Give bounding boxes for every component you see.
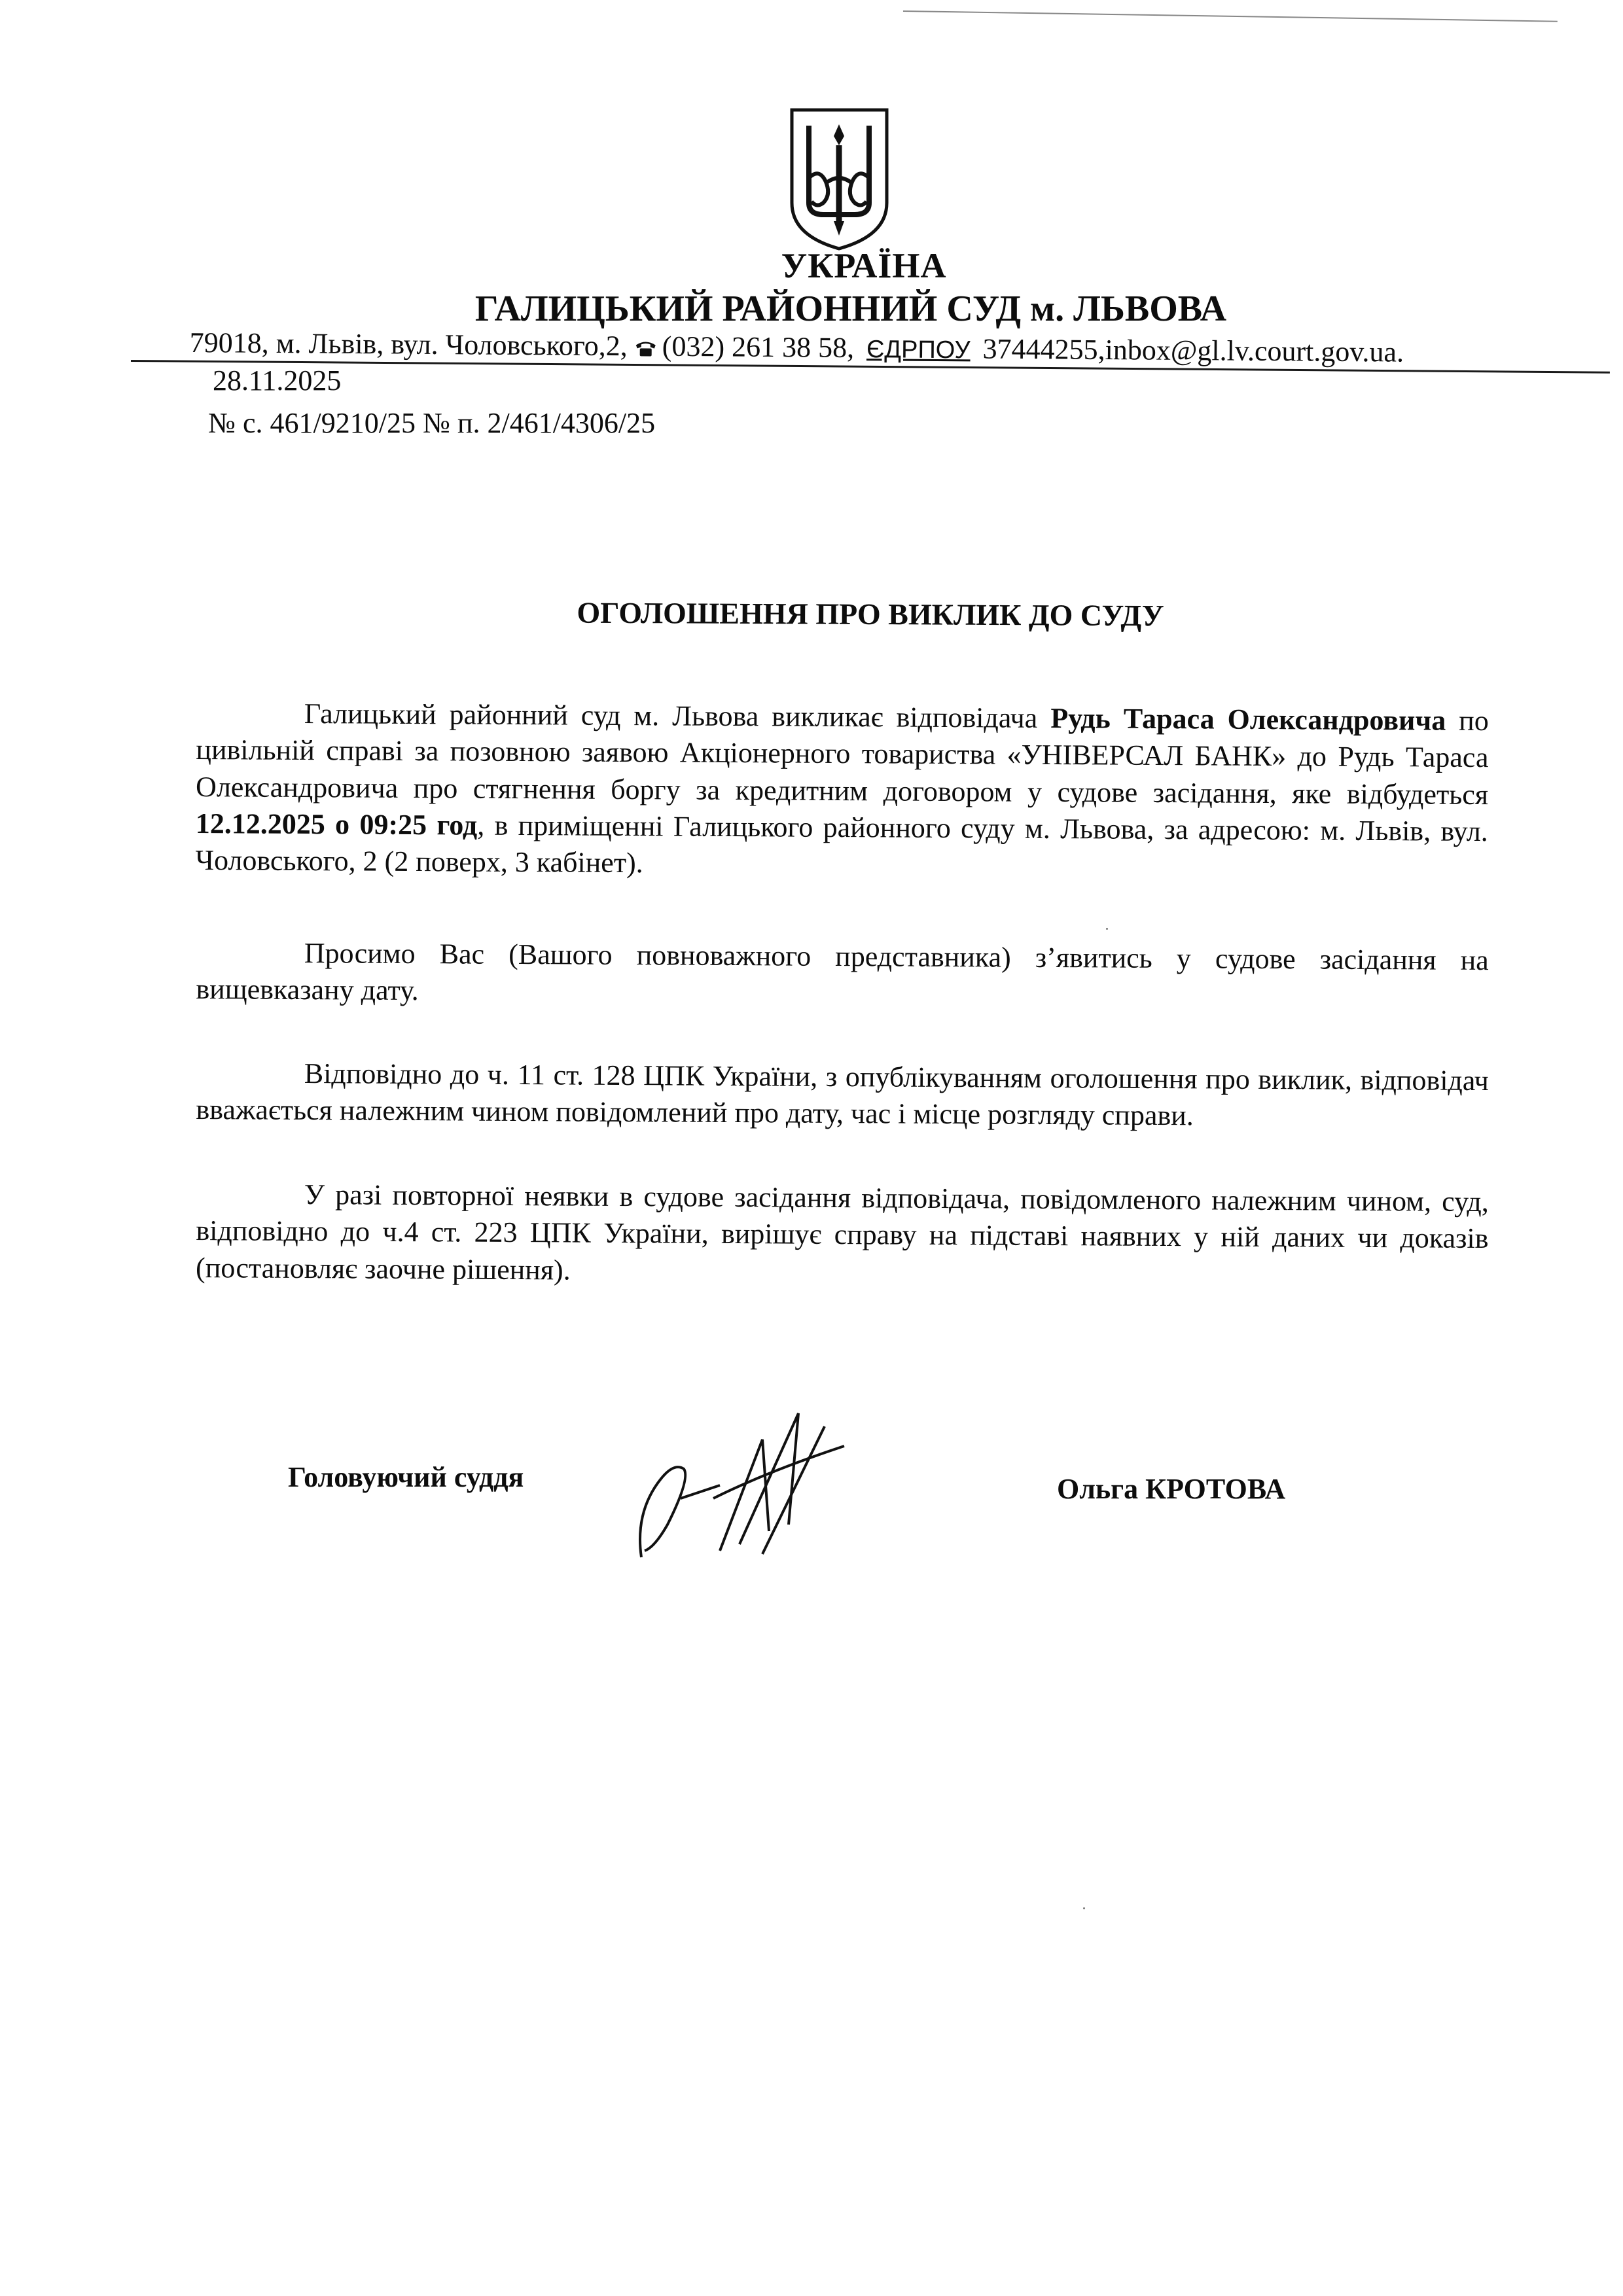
edrpou-and-email: 37444255,inbox@gl.lv.court.gov.ua. <box>982 332 1404 368</box>
edrpou-label: ЄДРПОУ <box>866 336 971 364</box>
hearing-datetime: 12.12.2025 о 09:25 год <box>195 807 478 841</box>
paragraph-default <box>196 1176 1489 1294</box>
court-name: ГАЛИЦЬКИЙ РАЙОННИЙ СУД м. ЛЬВОВА <box>474 289 1227 329</box>
p2-text: Просимо Вас (Вашого повноважного представника) з’явитись у судове засідання на вищевказану дату. <box>196 937 1489 1007</box>
judge-name: Ольга КРОТОВА <box>1057 1473 1286 1505</box>
document-title: ОГОЛОШЕННЯ ПРО ВИКЛИК ДО СУДУ <box>577 595 1164 633</box>
handwritten-signature <box>622 1400 897 1570</box>
court-phone: (032) 261 38 58, <box>662 330 855 364</box>
case-numbers: № с. 461/9210/25 № п. 2/461/4306/25 <box>208 407 656 439</box>
country-name: УКРАЇНА <box>781 246 947 285</box>
scan-artifact-line <box>903 10 1558 22</box>
defendant-name: Рудь Тараса Олександровича <box>1050 701 1446 737</box>
signature-label: Головуючий суддя <box>288 1461 524 1493</box>
document-date: 28.11.2025 <box>213 364 342 397</box>
paragraph-summons <box>195 695 1489 887</box>
p1-text-a: Галицький районний суд м. Львова викликає відповідача <box>304 698 1051 734</box>
paragraph-notice <box>196 1055 1489 1137</box>
p3-text: Відповідно до ч. 11 ст. 128 ЦПК України, з опублікуванням оголошення про виклик, відповідач вважається належним чином повідомлений про дату, час і місце розгляду справи. <box>196 1057 1489 1132</box>
scan-speck <box>1106 928 1108 930</box>
paragraph-request <box>196 934 1489 1016</box>
telephone-icon <box>635 340 657 357</box>
p4-text: У разі повторної неявки в судове засідання відповідача, повідомленого належним чином, суд, відповідно до ч.4 ст. 223 ЦПК України, вирішує справу на підставі наявних у ній даних чи доказів (постановляє заочне рішення). <box>195 1178 1489 1286</box>
p1-text-e: , в приміщенні Галицького районного суду м. Львова, за адресою: м. Львів, вул. Чоловського, 2 (2 поверх, 3 кабінет). <box>195 809 1488 879</box>
p1-text-c: по цивільній справі за позовною заявою Акціонерного товариства «УНІВЕРСАЛ БАНК» до Рудь Тараса Олександровича про стягнення боргу за кредитним договором у судове засідання, яке відбудеться <box>195 704 1489 811</box>
scan-speck <box>1083 1907 1085 1909</box>
trident-coat-of-arms-icon <box>785 105 893 252</box>
court-address: 79018, м. Львів, вул. Чоловського,2, <box>189 326 628 362</box>
